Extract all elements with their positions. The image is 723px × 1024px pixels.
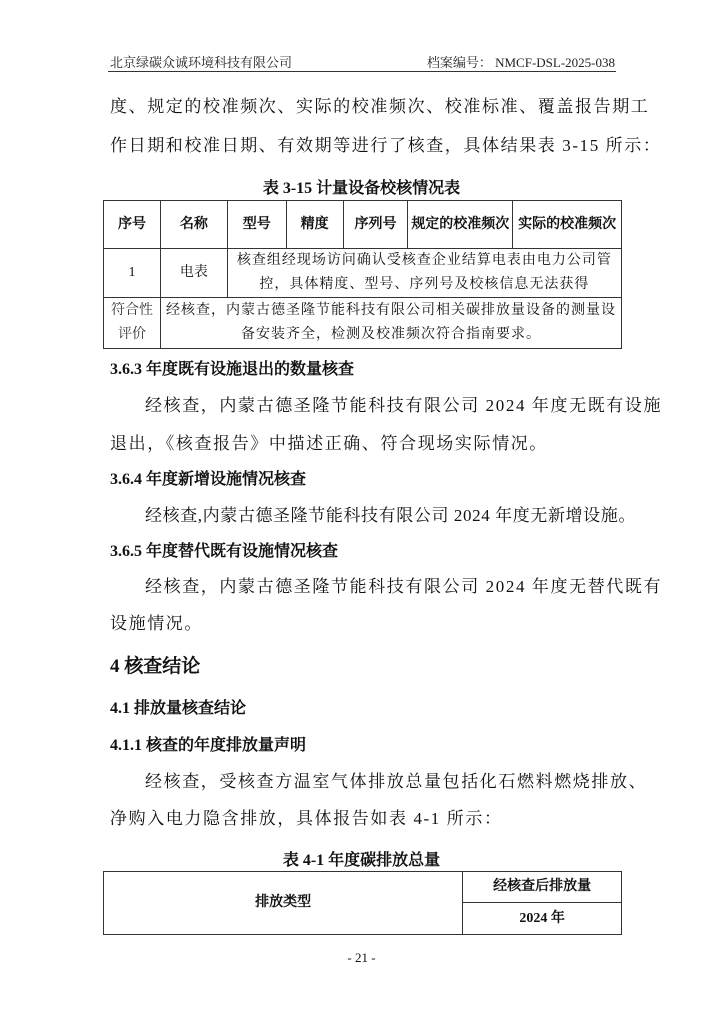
col-header: 规定的校准频次 xyxy=(408,201,513,249)
section-heading: 3.6.3 年度既有设施退出的数量核查 xyxy=(110,361,355,378)
cell-no: 1 xyxy=(104,249,161,298)
cell-note: 核查组经现场访问确认受核查企业结算电表由电力公司管控，具体精度、型号、序列号及校核信息无法获得 xyxy=(227,249,621,298)
col-header-year: 2024 年 xyxy=(463,903,622,935)
header-rule xyxy=(108,71,616,72)
col-header-verified: 经核查后排放量 xyxy=(463,872,622,903)
paragraph-line: 经核查，内蒙古德圣隆节能科技有限公司 2024 年度无替代既有 xyxy=(145,577,663,596)
section-heading: 4.1.1 核查的年度排放量声明 xyxy=(110,737,307,754)
emission-table xyxy=(103,871,622,935)
paragraph-line: 净购入电力隐含排放，具体报告如表 4-1 所示： xyxy=(110,809,503,828)
section-heading: 3.6.4 年度新增设施情况核查 xyxy=(110,471,307,488)
col-header: 型号 xyxy=(227,201,286,249)
col-header-type: 排放类型 xyxy=(104,872,463,935)
col-header: 实际的校准频次 xyxy=(513,201,622,249)
paragraph-line: 度、规定的校准频次、实际的校准频次、校准标准、覆盖报告期工 xyxy=(110,97,650,116)
table-caption: 表 4-1 年度碳排放总量 xyxy=(282,852,441,869)
paragraph-line: 作日期和校准日期、有效期等进行了核查，具体结果表 3-15 所示： xyxy=(110,136,662,155)
calibration-table xyxy=(103,200,622,349)
paragraph-line: 退出，《核查报告》中描述正确、符合现场实际情况。 xyxy=(110,434,548,453)
paragraph-line: 经核查，内蒙古德圣隆节能科技有限公司 2024 年度无既有设施 xyxy=(145,396,663,415)
page-number: - 21 - xyxy=(347,950,376,965)
cell-name: 电表 xyxy=(160,249,227,298)
col-header: 序列号 xyxy=(343,201,408,249)
col-header: 序号 xyxy=(104,201,161,249)
paragraph-line: 经核查,内蒙古德圣隆节能科技有限公司 2024 年度无新增设施。 xyxy=(145,506,636,525)
col-header: 名称 xyxy=(160,201,227,249)
section-heading: 3.6.5 年度替代既有设施情况核查 xyxy=(110,543,339,560)
header-file-number: 档案编号： NMCF-DSL-2025-038 xyxy=(426,55,615,70)
chapter-heading: 4 核查结论 xyxy=(110,656,201,677)
header-company: 北京绿碳众诚环境科技有限公司 xyxy=(110,55,293,70)
cell-eval-label: 符合性评价 xyxy=(104,298,161,349)
table-caption: 表 3-15 计量设备校核情况表 xyxy=(262,180,461,197)
paragraph-line: 设施情况。 xyxy=(110,614,203,633)
paragraph-line: 经核查，受核查方温室气体排放总量包括化石燃料燃烧排放、 xyxy=(145,772,648,791)
section-heading: 4.1 排放量核查结论 xyxy=(110,700,247,717)
col-header: 精度 xyxy=(286,201,343,249)
cell-eval-text: 经核查，内蒙古德圣隆节能科技有限公司相关碳排放量设备的测量设备安装齐全，检测及校准频次符合指南要求。 xyxy=(160,298,621,349)
